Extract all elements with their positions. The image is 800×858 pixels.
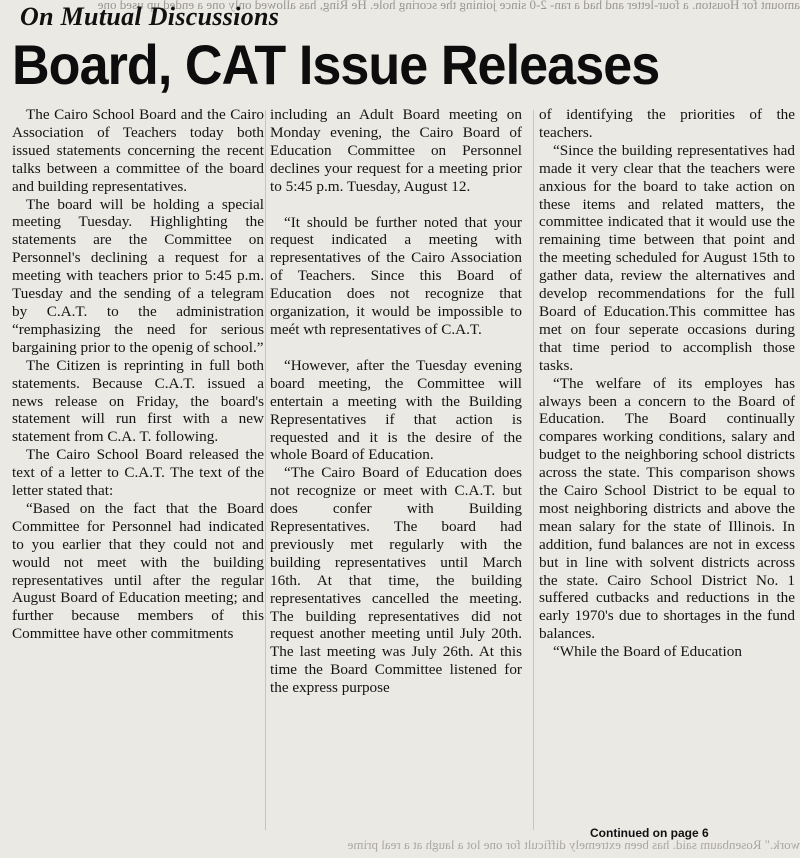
article-column-2 [270, 106, 522, 697]
paragraph: The Cairo School Board released the text of a letter to C.A.T. The text of the letter stated that: [12, 446, 264, 500]
paragraph: “It should be further noted that your request indicated a meeting with representatives of the Cairo Association of Teachers. Since this Board of Education does not recognize that organization, it would be impossible to meét wth representatives of C.A.T. [270, 213, 522, 338]
paragraph: The Citizen is reprinting in full both statements. Because C.A.T. issued a news release on Friday, the board's statement will run first with a new statement from C.A. T. following. [12, 356, 264, 446]
column-rule [533, 110, 534, 830]
column-rule [265, 110, 266, 830]
paragraph: including an Adult Board meeting on Monday evening, the Cairo Board of Education Committee on Personnel declines your request for a meeting prior to 5:45 p.m. Tuesday, August 12. [270, 106, 522, 195]
headline: Board, CAT Issue Releases [12, 33, 660, 96]
article-column-1 [12, 106, 264, 643]
paragraph: “However, after the Tuesday evening board meeting, the Committee will entertain a meeting with the Building Representatives if that action is requested and it is the desire of the whole Board of Education. [270, 356, 522, 464]
paragraph: The Cairo School Board and the Cairo Association of Teachers today both issued statements concerning the recent talks between a committee of the board and building representatives. [12, 106, 264, 195]
paragraph: of identifying the priorities of the teachers. [539, 106, 795, 141]
article-column-3 [539, 106, 795, 661]
kicker: On Mutual Discussions [20, 2, 280, 31]
paragraph: “Based on the fact that the Board Committee for Personnel had indicated to you earlier that they could not and would not meet with the building representatives until after the regular August Board of Education meeting; and further because members of this Committee have other commitments [12, 499, 264, 643]
paragraph: “While the Board of Education [553, 643, 742, 661]
paragraph: “Since the building representatives had made it very clear that the teachers were anxious for the board to take action on these items and related matters, the committee indicated that it would use the remaining time between that point and the meeting scheduled for August 15th to gather data, review the alternatives and develop recommendations for the full Board of Education.This committee has met on four seperate occasions during that time period to accomplish those tasks. [539, 141, 795, 374]
paragraph: “The Cairo Board of Education does not recognize or meet with C.A.T. but does confer with Building Representatives. The board had previously met regularly with the building representatives until March 16th. At that time, the building representatives cancelled the meeting. The building representatives did not request another meeting until July 20th. The last meeting was July 26th. At this time the Board Committee listened for the express purpose [270, 464, 522, 697]
paragraph: “The welfare of its employes has always been a concern to the Board of Education. The Board continually compares working conditions, salary and budget to the neighboring school districts across the state. This comparison shows the Cairo School District to be equal to most neighboring districts and above the mean salary for the state of Illinois. In addition, fund balances are not in excess but in line with solvent districts across the state. Cairo School District No. 1 suffered cutbacks and reductions in the early 1970's due to shortages in the fund balances. [539, 374, 795, 643]
bleed-through-text-top: amount for Houston. a four-letter and had a ran- 2-0 since joining the scoring hole. He Ring, has allowed only one a ended up used one [97, 0, 800, 12]
paragraph: The board will be holding a special meeting Tuesday. Highlighting the statements are the Committee on Personnel's declining a request for a meeting with teachers prior to 5:45 p.m. Tuesday and the sending of a telegram by C.A.T. to the administration “remphasizing the need for serious bargaining prior to the openig of school.” [12, 195, 264, 356]
continued-line: Continued on page 6 [590, 826, 709, 840]
bleed-through-text-bottom: work." Rosenbaum said. has been extremely difficult for one lot a laugh at a real prime [347, 837, 800, 852]
